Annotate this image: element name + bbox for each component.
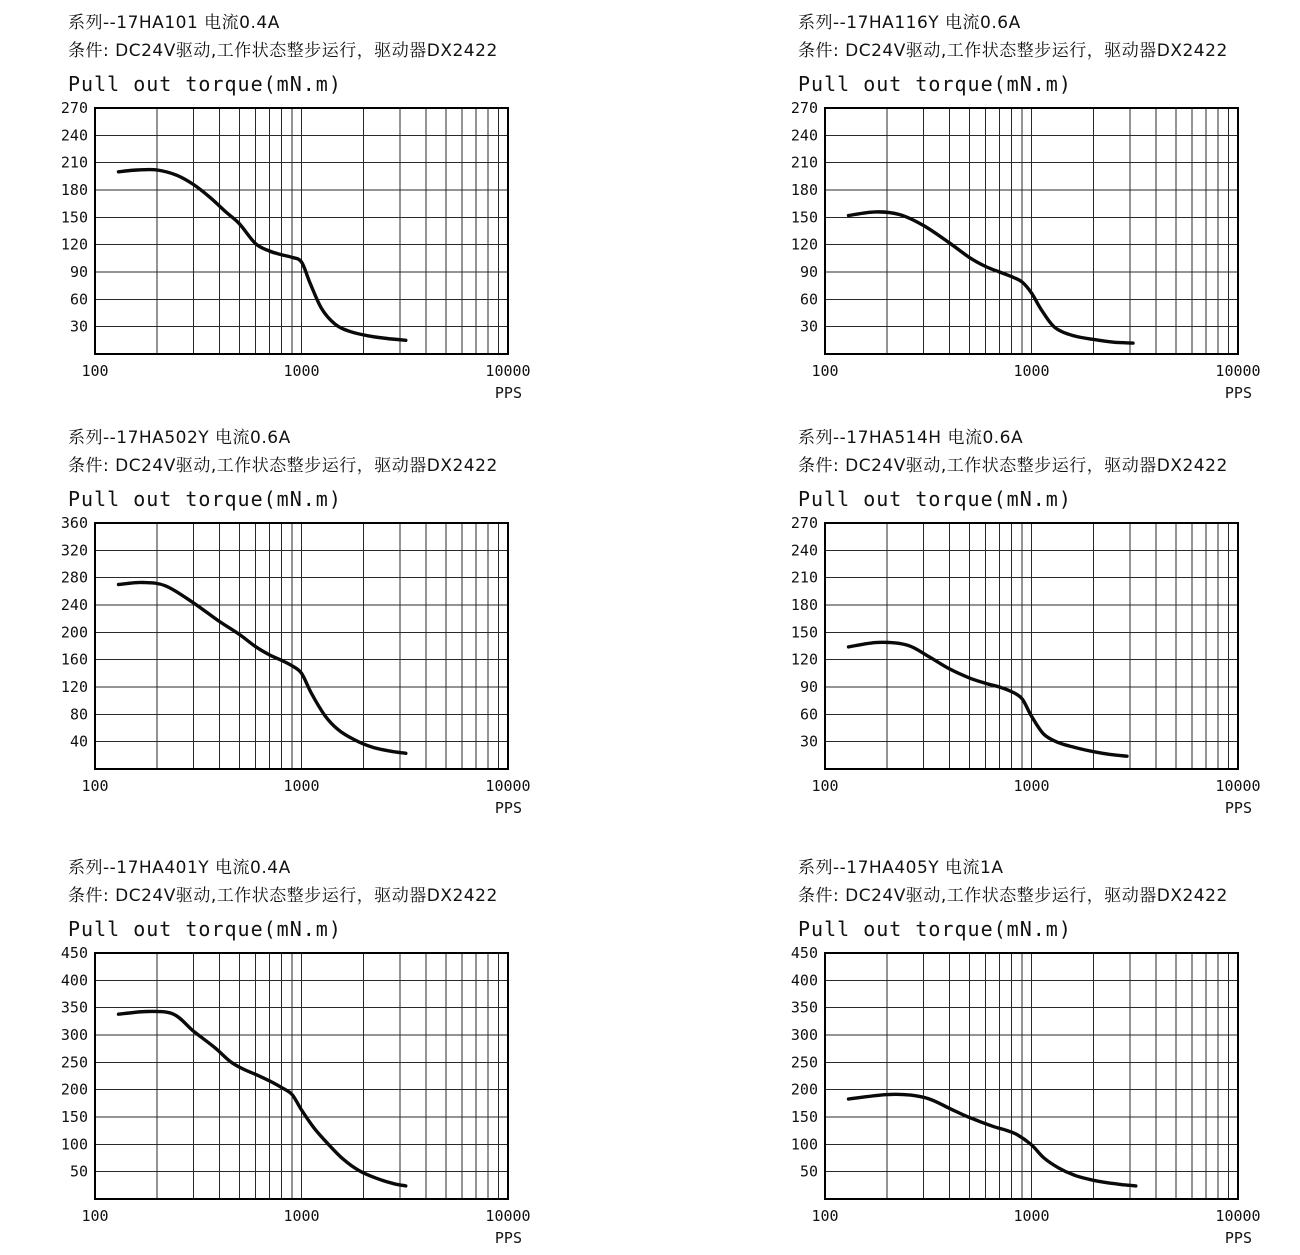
svg-text:1000: 1000: [1013, 777, 1050, 795]
series-title: 系列--17HA502Y 电流0.6A: [68, 428, 291, 448]
condition-line: 条件: DC24V驱动,工作状态整步运行，驱动器DX2422: [68, 456, 498, 476]
condition-line: 条件: DC24V驱动,工作状态整步运行，驱动器DX2422: [68, 41, 498, 61]
series-title: 系列--17HA405Y 电流1A: [798, 858, 1004, 878]
svg-text:10000: 10000: [1215, 777, 1261, 795]
torque-panel-17HA101: [0, 0, 730, 415]
torque-chart-svg: [750, 513, 1300, 817]
svg-text:80: 80: [69, 705, 88, 724]
svg-text:100: 100: [811, 1207, 839, 1225]
svg-text:270: 270: [790, 99, 818, 117]
svg-text:450: 450: [60, 944, 88, 962]
svg-text:240: 240: [790, 126, 818, 145]
svg-text:400: 400: [790, 971, 818, 990]
svg-text:300: 300: [790, 1026, 818, 1044]
svg-text:10000: 10000: [485, 362, 531, 380]
torque-panel-17HA405Y: [730, 845, 1300, 1255]
svg-text:PPS: PPS: [494, 799, 522, 817]
svg-text:1000: 1000: [1013, 1207, 1050, 1225]
svg-text:150: 150: [60, 208, 88, 227]
svg-text:PPS: PPS: [1224, 799, 1252, 817]
svg-text:50: 50: [69, 1162, 88, 1181]
series-title: 系列--17HA116Y 电流0.6A: [798, 13, 1021, 33]
svg-text:150: 150: [790, 208, 818, 227]
torque-panel-17HA401Y: [0, 845, 730, 1255]
torque-chart-svg: [20, 98, 580, 402]
svg-text:PPS: PPS: [494, 384, 522, 402]
svg-text:100: 100: [81, 777, 109, 795]
svg-text:60: 60: [799, 290, 818, 309]
svg-text:200: 200: [60, 1080, 88, 1099]
chart-title: Pull out torque(mN.m): [798, 487, 1072, 511]
svg-text:400: 400: [60, 971, 88, 990]
svg-text:100: 100: [811, 777, 839, 795]
torque-panel-17HA116Y: [730, 0, 1300, 415]
svg-text:1000: 1000: [283, 777, 320, 795]
torque-chart-svg: [750, 98, 1300, 402]
svg-text:320: 320: [60, 541, 88, 560]
svg-text:120: 120: [790, 235, 818, 254]
svg-text:180: 180: [60, 181, 88, 199]
svg-text:450: 450: [790, 944, 818, 962]
svg-text:100: 100: [60, 1135, 88, 1154]
svg-text:120: 120: [790, 650, 818, 669]
condition-line: 条件: DC24V驱动,工作状态整步运行，驱动器DX2422: [68, 886, 498, 906]
svg-text:10000: 10000: [485, 777, 531, 795]
svg-text:30: 30: [69, 317, 88, 336]
svg-text:120: 120: [60, 235, 88, 254]
svg-text:40: 40: [69, 732, 88, 751]
condition-line: 条件: DC24V驱动,工作状态整步运行，驱动器DX2422: [798, 456, 1228, 476]
svg-text:160: 160: [60, 650, 88, 669]
svg-text:150: 150: [60, 1108, 88, 1126]
chart-title: Pull out torque(mN.m): [798, 917, 1072, 941]
chart-title: Pull out torque(mN.m): [68, 917, 342, 941]
svg-text:210: 210: [790, 153, 818, 172]
svg-text:150: 150: [790, 623, 818, 642]
svg-text:PPS: PPS: [1224, 1229, 1252, 1247]
torque-chart-svg: [20, 943, 580, 1247]
svg-text:90: 90: [799, 263, 818, 281]
svg-text:90: 90: [69, 263, 88, 281]
chart-title: Pull out torque(mN.m): [68, 72, 342, 96]
svg-text:100: 100: [790, 1135, 818, 1154]
svg-text:240: 240: [60, 126, 88, 145]
svg-text:270: 270: [60, 99, 88, 117]
series-title: 系列--17HA401Y 电流0.4A: [68, 858, 291, 878]
svg-text:10000: 10000: [1215, 1207, 1261, 1225]
svg-text:100: 100: [81, 1207, 109, 1225]
svg-text:1000: 1000: [1013, 362, 1050, 380]
torque-panel-17HA502Y: [0, 415, 730, 845]
svg-text:240: 240: [60, 596, 88, 614]
torque-chart-svg: [20, 513, 580, 817]
svg-text:PPS: PPS: [494, 1229, 522, 1247]
svg-text:210: 210: [60, 153, 88, 172]
svg-text:30: 30: [799, 732, 818, 751]
torque-panel-17HA514H: [730, 415, 1300, 845]
svg-text:250: 250: [60, 1053, 88, 1072]
svg-text:100: 100: [811, 362, 839, 380]
svg-text:180: 180: [790, 181, 818, 199]
series-title: 系列--17HA101 电流0.4A: [68, 13, 280, 33]
torque-chart-svg: [750, 943, 1300, 1247]
svg-text:10000: 10000: [485, 1207, 531, 1225]
chart-title: Pull out torque(mN.m): [68, 487, 342, 511]
svg-text:240: 240: [790, 541, 818, 560]
condition-line: 条件: DC24V驱动,工作状态整步运行，驱动器DX2422: [798, 886, 1228, 906]
svg-text:120: 120: [60, 678, 88, 696]
svg-text:180: 180: [790, 596, 818, 614]
svg-text:360: 360: [60, 514, 88, 532]
svg-text:280: 280: [60, 568, 88, 587]
svg-text:350: 350: [60, 998, 88, 1017]
svg-text:210: 210: [790, 568, 818, 587]
svg-text:10000: 10000: [1215, 362, 1261, 380]
svg-text:270: 270: [790, 514, 818, 532]
svg-text:200: 200: [790, 1080, 818, 1099]
chart-title: Pull out torque(mN.m): [798, 72, 1072, 96]
svg-text:1000: 1000: [283, 1207, 320, 1225]
series-title: 系列--17HA514H 电流0.6A: [798, 428, 1024, 448]
svg-text:60: 60: [69, 290, 88, 309]
svg-text:250: 250: [790, 1053, 818, 1072]
condition-line: 条件: DC24V驱动,工作状态整步运行，驱动器DX2422: [798, 41, 1228, 61]
svg-text:30: 30: [799, 317, 818, 336]
svg-text:300: 300: [60, 1026, 88, 1044]
svg-text:100: 100: [81, 362, 109, 380]
svg-text:50: 50: [799, 1162, 818, 1181]
svg-text:350: 350: [790, 998, 818, 1017]
svg-text:60: 60: [799, 705, 818, 724]
svg-text:90: 90: [799, 678, 818, 696]
svg-text:1000: 1000: [283, 362, 320, 380]
svg-text:200: 200: [60, 623, 88, 642]
svg-text:PPS: PPS: [1224, 384, 1252, 402]
svg-text:150: 150: [790, 1108, 818, 1126]
